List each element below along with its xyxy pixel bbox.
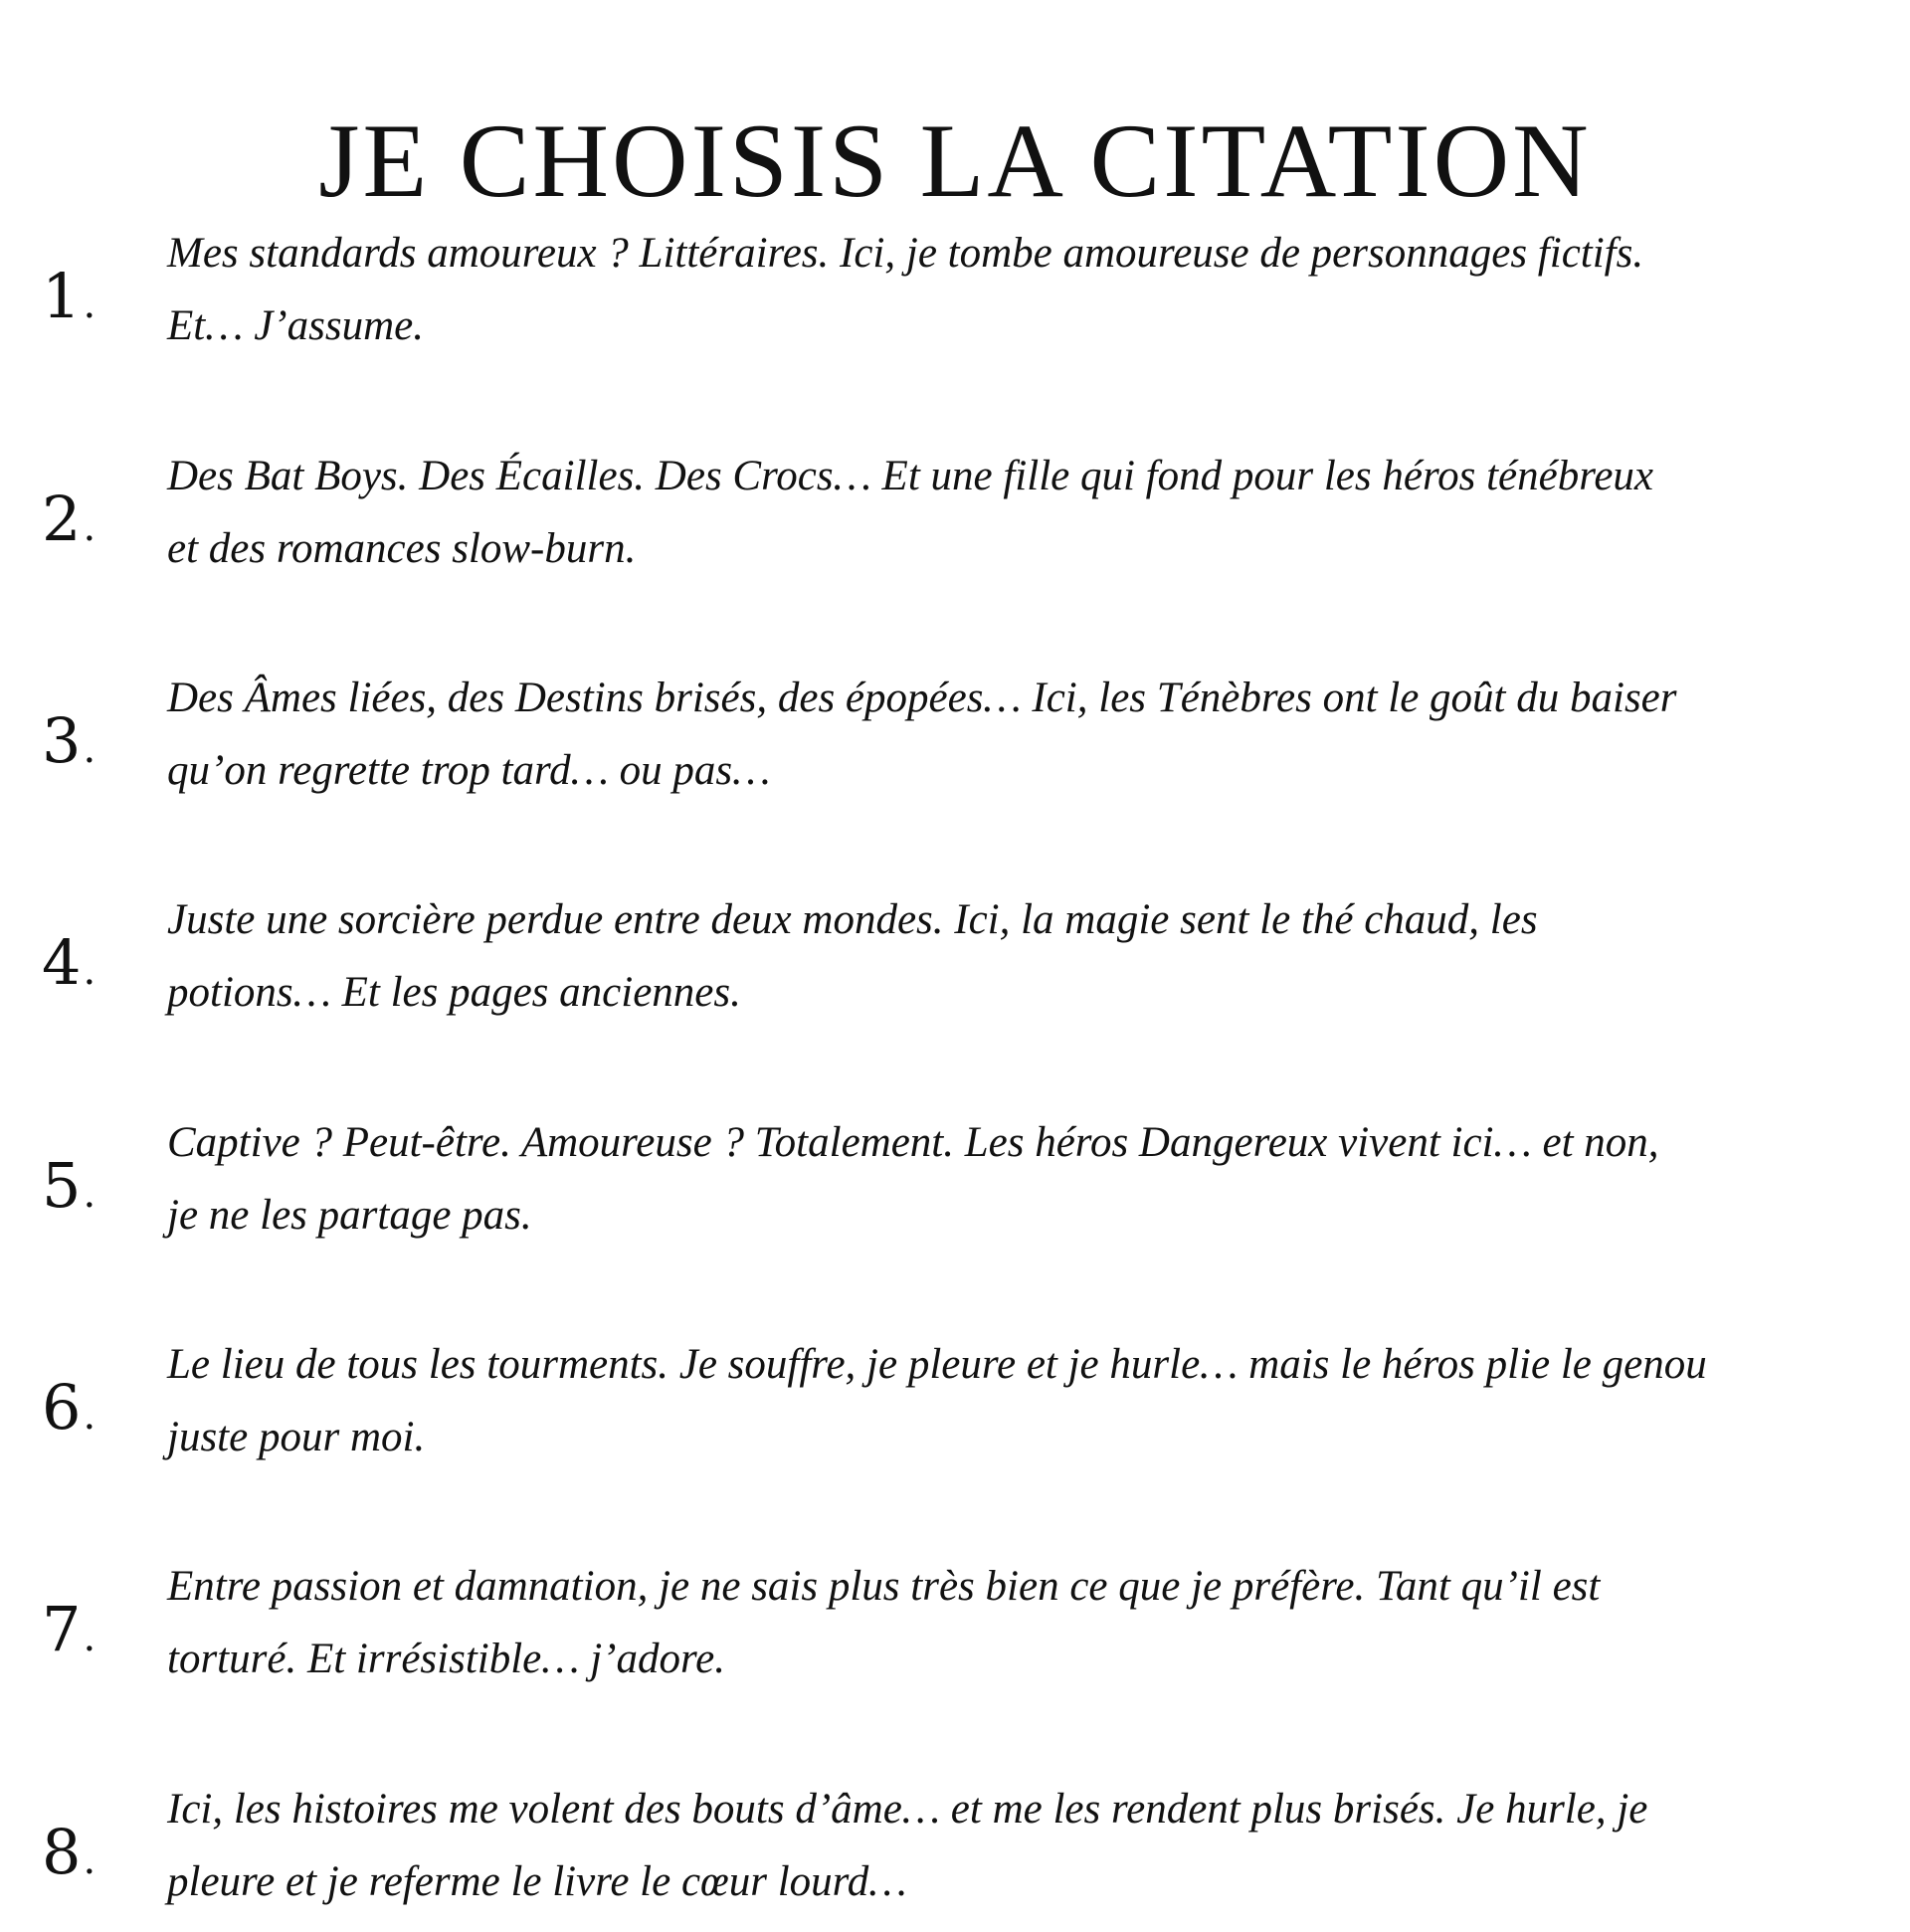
quote-line-1: Ici, les histoires me volent des bouts d’âme… et me les rendent plus brisés. Je hurle, je (167, 1786, 1648, 1833)
quote-line-2: torturé. Et irrésistible… j’adore. (167, 1636, 725, 1682)
quote-text (167, 440, 1878, 585)
quote-line-2: et des romances slow-burn. (167, 525, 637, 572)
quote-number: 3. (42, 704, 96, 777)
quote-number: 4. (42, 926, 96, 999)
quote-line-1: Mes standards amoureux ? Littéraires. Ici, je tombe amoureuse de personnages fictifs. (167, 230, 1644, 277)
quote-text (167, 1106, 1878, 1252)
quote-line-2: je ne les partage pas. (167, 1192, 532, 1239)
quote-number: 5. (42, 1149, 96, 1222)
quote-line-1: Des Bat Boys. Des Écailles. Des Crocs… Et une fille qui fond pour les héros ténébreux (167, 453, 1653, 499)
quote-number: 7. (42, 1593, 96, 1665)
quote-number: 8. (42, 1816, 96, 1888)
quote-line-2: Et… J’assume. (167, 302, 424, 349)
quote-text (167, 1773, 1878, 1918)
quote-line-1: Captive ? Peut-être. Amoureuse ? Totalement. Les héros Dangereux vivent ici… et non, (167, 1119, 1659, 1166)
quote-item-3[interactable] (0, 662, 1910, 821)
quote-line-2: juste pour moi. (167, 1414, 426, 1460)
quote-number: 6. (42, 1371, 96, 1444)
quote-item-8[interactable] (0, 1773, 1910, 1932)
quote-line-1: Le lieu de tous les tourments. Je souffre, je pleure et je hurle… mais le héros plie le genou (167, 1341, 1707, 1388)
quote-text (167, 662, 1878, 807)
quote-text (167, 217, 1878, 362)
quote-number: 2. (42, 483, 96, 555)
quote-item-7[interactable] (0, 1550, 1910, 1709)
quote-line-1: Entre passion et damnation, je ne sais plus très bien ce que je préfère. Tant qu’il est (167, 1563, 1601, 1610)
quote-line-2: qu’on regrette trop tard… ou pas… (167, 747, 771, 794)
quote-line-1: Juste une sorcière perdue entre deux mondes. Ici, la magie sent le thé chaud, les (167, 896, 1538, 943)
quote-text (167, 883, 1878, 1029)
quote-line-2: potions… Et les pages anciennes. (167, 969, 741, 1016)
quote-line-1: Des Âmes liées, des Destins brisés, des épopées… Ici, les Ténèbres ont le goût du baiser (167, 675, 1677, 721)
quote-item-5[interactable] (0, 1106, 1910, 1265)
quote-text (167, 1550, 1878, 1695)
quote-item-4[interactable] (0, 883, 1910, 1043)
page-title: JE CHOISIS LA CITATION (318, 102, 1592, 220)
quote-text (167, 1328, 1878, 1473)
quote-number: 1. (42, 260, 96, 332)
quote-item-2[interactable] (0, 440, 1910, 599)
quote-item-1[interactable] (0, 217, 1910, 376)
quote-item-6[interactable] (0, 1328, 1910, 1487)
quote-line-2: pleure et je referme le livre le cœur lourd… (167, 1858, 907, 1905)
